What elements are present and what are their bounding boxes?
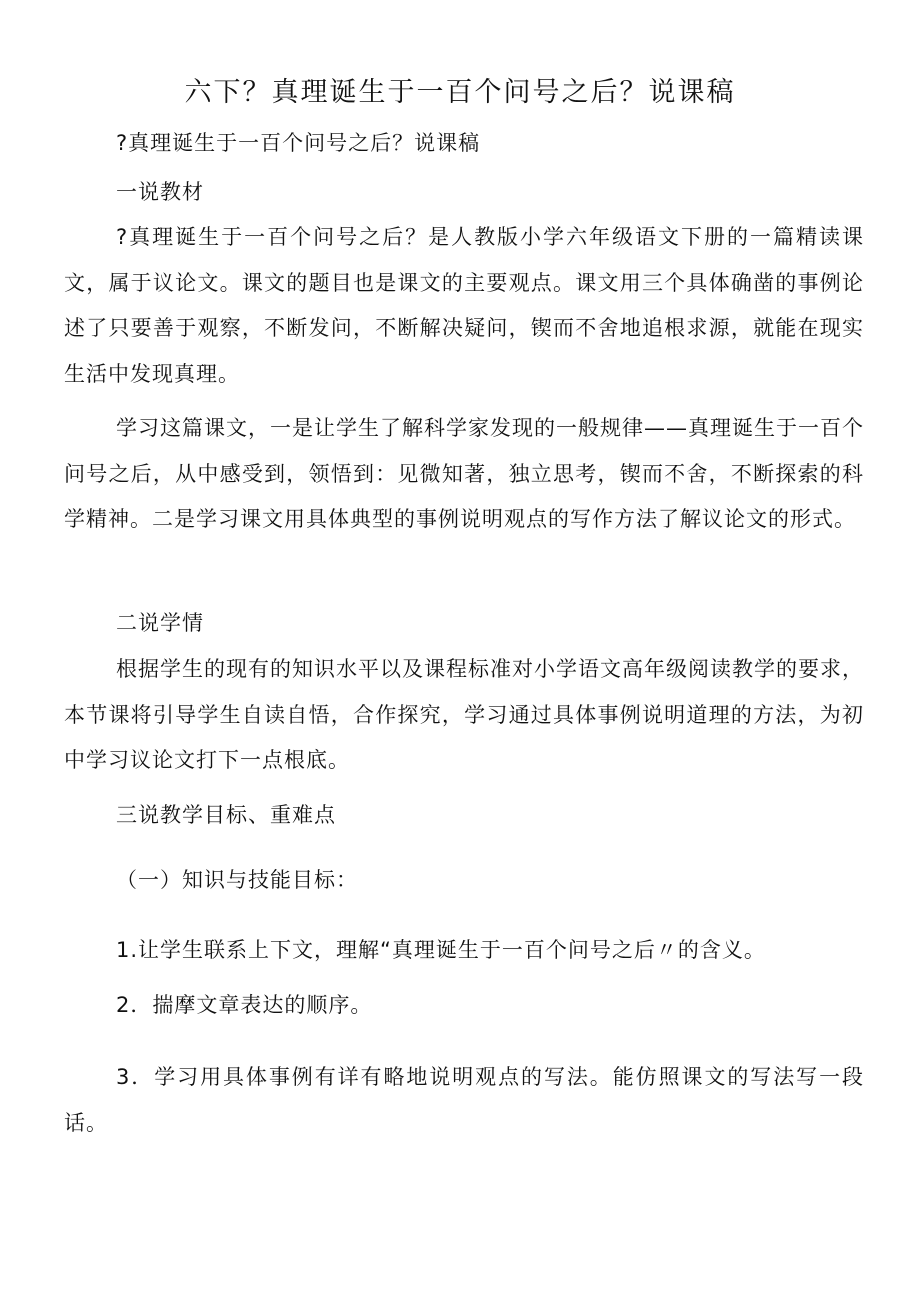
- section-heading-objectives: 三说教学目标、重难点: [116, 803, 336, 827]
- section-heading-student-situation: 二说学情: [116, 611, 204, 635]
- subsection-heading-knowledge-skills: （一）知识与技能目标：: [116, 868, 358, 892]
- paragraph-student-situation: 根据学生的现有的知识水平以及课程标准对小学语文高年级阅读教学的要求，本节课将引导学生自读自悟，合作探究，学习通过具体事例说明道理的方法，为初中学习议论文打下一点根底。: [64, 657, 864, 772]
- document-title: 六下？真理诞生于一百个问号之后？说课稿: [184, 77, 736, 108]
- document-subtitle: ?真理诞生于一百个问号之后？说课稿: [116, 131, 481, 155]
- paragraph-learning-goals: 学习这篇课文，一是让学生了解科学家发现的一般规律——真理诞生于一百个问号之后，从中感受到，领悟到：见微知著，独立思考，锲而不舍，不断探索的科学精神。二是学习课文用具体典型的事例说明观点的写作方法了解议论文的形式。: [64, 416, 864, 531]
- goal-item-3: 3．学习用具体事例有详有略地说明观点的写法。能仿照课文的写法写一段话。: [64, 1065, 864, 1135]
- goal-item-1: 1.让学生联系上下文，理解“真理诞生于一百个问号之后〃的含义。: [116, 938, 766, 962]
- paragraph-teaching-material: ?真理诞生于一百个问号之后？是人教版小学六年级语文下册的一篇精读课文，属于议论文。课文的题目也是课文的主要观点。课文用三个具体确凿的事例论述了只要善于观察，不断发问，不断解决疑问，锲而不舍地追根求源，就能在现实生活中发现真理。: [64, 225, 864, 386]
- section-heading-teaching-material: 一说教材: [116, 180, 204, 204]
- goal-item-2: 2．揣摩文章表达的顺序。: [116, 993, 373, 1017]
